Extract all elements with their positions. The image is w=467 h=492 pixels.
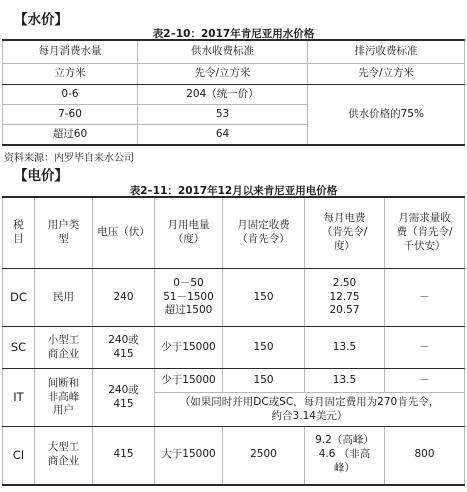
- header-user-type: 用户类 型: [35, 197, 93, 269]
- water-volume-cell: 超过60: [3, 125, 138, 146]
- demand-fee-cell: 800: [385, 427, 465, 485]
- water-source-note: 资料来源：内罗毕自来水公司: [4, 153, 134, 164]
- table-row: [3, 369, 465, 393]
- electricity-price-table: [2, 196, 465, 486]
- energy-fee-cell: 13.5: [305, 327, 385, 369]
- header-demand-fee: 月需求量收 费（肯先令/ 千伏安）: [385, 197, 465, 269]
- usage-cell: 0－50 51－1500 超过1500: [155, 269, 223, 327]
- user-type-cell: 间断和 非高峰 用户: [35, 369, 93, 427]
- it-fixed-fee-note: （如果同时并用DC或SC，每月固定费用为270肯先令， 约合3.14美元）: [155, 393, 465, 427]
- header-voltage: 电压（伏）: [93, 197, 155, 269]
- voltage-cell: 240或 415: [93, 369, 155, 427]
- fixed-fee-cell: 2500: [223, 427, 305, 485]
- user-type-cell: 民用: [35, 269, 93, 327]
- sewage-policy-cell: 供水价格的75%: [308, 85, 465, 146]
- electricity-table-caption: 表2–11：2017年12月以来肯尼亚用电价格: [129, 185, 338, 197]
- fixed-fee-cell: 150: [223, 327, 305, 369]
- water-rate-cell: 64: [138, 125, 308, 146]
- header-fixed-fee: 月固定收费 （肯先令）: [223, 197, 305, 269]
- table-row: [3, 427, 465, 485]
- water-unit-sewage: 先令/立方米: [308, 64, 465, 85]
- voltage-cell: 240: [93, 269, 155, 327]
- header-energy-fee: 每月电费 （肯先令/ 度）: [305, 197, 385, 269]
- tax-code-cell: IT: [3, 369, 35, 427]
- water-rate-cell: 53: [138, 105, 308, 125]
- electricity-section-title: 【电价】: [14, 168, 68, 184]
- water-volume-cell: 0-6: [3, 85, 138, 105]
- water-unit-supply: 先令/立方米: [138, 64, 308, 85]
- voltage-cell: 240或 415: [93, 327, 155, 369]
- water-header-sewage-rate: 排污收费标准: [308, 40, 465, 64]
- water-header-volume: 每月消费水量: [3, 40, 138, 64]
- energy-fee-cell: 9.2（高峰） 4.6 （非高 峰）: [305, 427, 385, 485]
- water-unit-row: [3, 64, 465, 85]
- water-header-supply-rate: 供水收费标准: [138, 40, 308, 64]
- water-volume-cell: 7-60: [3, 105, 138, 125]
- electricity-header-row: [3, 197, 465, 269]
- fixed-fee-cell: 150: [223, 269, 305, 327]
- fixed-fee-cell: 150: [223, 369, 305, 393]
- tax-code-cell: SC: [3, 327, 35, 369]
- water-rate-cell: 204（统一价）: [138, 85, 308, 105]
- demand-fee-cell: －: [385, 269, 465, 327]
- water-section-title: 【水价】: [14, 12, 68, 28]
- header-tax-code: 税 目: [3, 197, 35, 269]
- voltage-cell: 415: [93, 427, 155, 485]
- water-header-row: [3, 40, 465, 64]
- user-type-cell: 小型工 商企业: [35, 327, 93, 369]
- usage-cell: 大于15000: [155, 427, 223, 485]
- usage-cell: 少于15000: [155, 327, 223, 369]
- energy-fee-cell: 2.50 12.75 20.57: [305, 269, 385, 327]
- water-price-table: [2, 39, 465, 146]
- tax-code-cell: DC: [3, 269, 35, 327]
- usage-cell: 少于15000: [155, 369, 223, 393]
- table-row: [3, 85, 465, 105]
- water-unit-volume: 立方米: [3, 64, 138, 85]
- energy-fee-cell: 13.5: [305, 369, 385, 393]
- demand-fee-cell: －: [385, 369, 465, 393]
- demand-fee-cell: －: [385, 327, 465, 369]
- water-table-caption: 表2–10：2017年肯尼亚用水价格: [152, 28, 315, 40]
- header-monthly-usage: 月用电量 （度）: [155, 197, 223, 269]
- tax-code-cell: CI: [3, 427, 35, 485]
- user-type-cell: 大型工 商企业: [35, 427, 93, 485]
- table-row: [3, 269, 465, 327]
- table-row: [3, 327, 465, 369]
